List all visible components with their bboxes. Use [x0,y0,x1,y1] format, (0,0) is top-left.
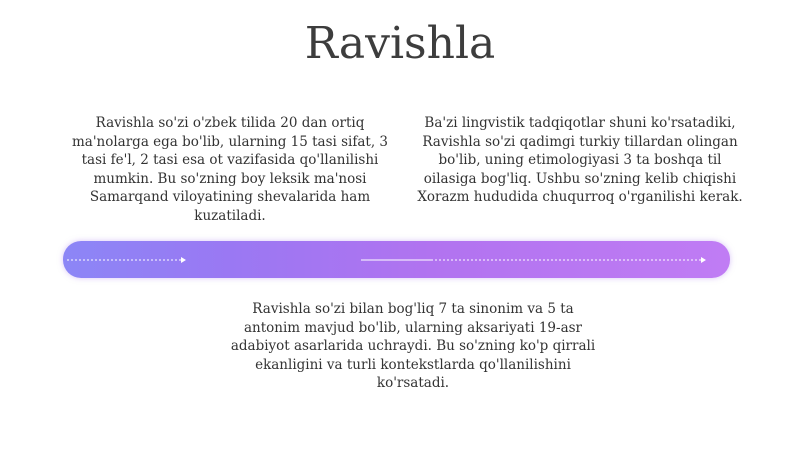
slide-title: Ravishla [304,18,496,69]
arrow-head-2 [701,257,706,263]
arrow-head-1 [181,257,186,263]
paragraph-left: Ravishla so'zi o'zbek tilida 20 dan ortiq ma'nolarga ega bo'lib, ularning 15 tasi sifat, 3 tasi fe'l, 2 tasi esa ot vazifasida qo'llanilishi mumkin. Bu so'zning boy leksik ma'nosi Samarqand viloyatining shevalarida ham kuzatiladi. [71,115,389,224]
timeline-arrows [63,241,730,278]
paragraph-right: Ba'zi lingvistik tadqiqotlar shuni ko'rsatadiki, Ravishla so'zi qadimgi turkiy tillardan olingan bo'lib, uning etimologiyasi 3 ta boshqa til oilasiga bog'liq. Ushbu so'zning kelib chiqishi Xorazm hududida chuqurroq o'rganilishi kerak. [417,115,743,205]
paragraph-bottom: Ravishla so'zi bilan bog'liq 7 ta sinonim va 5 ta antonim mavjud bo'lib, ularning aksariyati 19-asr adabiyot asarlarida uchraydi. Bu so'zning ko'p qirrali ekanligini va turli kontekstlarda qo'llanilishini ko'rsatadi. [230,301,596,391]
timeline-band [63,241,730,278]
